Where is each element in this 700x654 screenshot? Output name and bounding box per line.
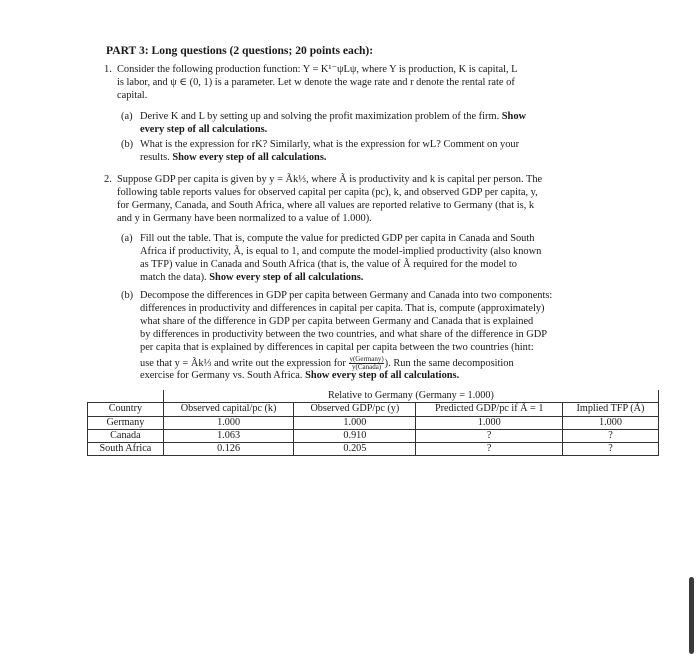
cell-tfp: ? — [562, 429, 658, 442]
cell-predicted: 1.000 — [416, 416, 563, 429]
q2-line-1: Suppose GDP per capita is given by y = Ãk⅓, where Ã is productivity and k is capital per person. The — [117, 174, 543, 185]
q1b-line-2: results. Show every step of all calculations. — [140, 152, 327, 163]
ratio-fraction: y(Germany) y(Canada) — [349, 355, 384, 371]
q2b-line-5: per capita that is explained by differences in capital per capita between the two countries (hint: — [140, 342, 534, 353]
q2a-line-4: match the data). Show every step of all calculations. — [140, 272, 364, 283]
q1-number: 1. — [104, 64, 112, 75]
q2b-line-3: what share of the difference in GDP per capita between Germany and Canada that is explained — [140, 316, 534, 327]
q2b-line-6: use that y = Ãk⅓ and write out the expression for y(Germany) y(Canada) ). Run the same decomposition — [140, 355, 514, 371]
scrollbar-thumb[interactable] — [689, 577, 694, 654]
col-header-country: Country — [88, 403, 164, 416]
q2-line-2: following table reports values for observed capital per capita (pc), k, and observed GDP per capita, y, — [117, 187, 538, 198]
col-header-capital: Observed capital/pc (k) — [163, 403, 294, 416]
q2b-line-1: Decompose the differences in GDP per capita between Germany and Canada into two components: — [140, 290, 553, 301]
cell-predicted: ? — [416, 443, 563, 456]
table-row — [88, 416, 659, 429]
q1a-line-2: every step of all calculations. — [140, 124, 268, 135]
q1a-label: (a) — [121, 111, 133, 122]
q2-line-3: for Germany, Canada, and South Africa, where all values are reported relative to Germany (that is, k — [117, 200, 535, 211]
cell-capital: 1.000 — [163, 416, 294, 429]
table-row — [88, 429, 659, 442]
q2-number: 2. — [104, 174, 112, 185]
cell-country: Germany — [88, 416, 164, 429]
q2b-line-4: by differences in productivity between the two countries, and what share of the difference in GDP — [140, 329, 548, 340]
cell-capital: 1.063 — [163, 429, 294, 442]
col-header-tfp: Implied TFP (Ã) — [562, 403, 658, 416]
q2-line-4: and y in Germany have been normalized to a value of 1.000). — [117, 213, 372, 224]
q2a-label: (a) — [121, 233, 133, 244]
q1-line-3: capital. — [117, 90, 148, 101]
table-group-header-row — [88, 390, 659, 403]
q2b-label: (b) — [121, 290, 134, 301]
cell-tfp: ? — [562, 443, 658, 456]
part-heading: PART 3: Long questions (2 questions; 20 points each): — [106, 44, 374, 57]
q2b-line-7: exercise for Germany vs. South Africa. Show every step of all calculations. — [140, 370, 460, 381]
q1b-label: (b) — [121, 139, 134, 150]
cell-country: South Africa — [88, 443, 164, 456]
table-header-row — [88, 403, 659, 416]
cell-capital: 0.126 — [163, 443, 294, 456]
table-row — [88, 443, 659, 456]
col-header-predicted: Predicted GDP/pc if Ã = 1 — [416, 403, 563, 416]
col-header-gdp: Observed GDP/pc (y) — [294, 403, 416, 416]
q1-line-2: is labor, and ψ ∈ (0, 1) is a parameter. Let w denote the wage rate and r denote the rental rate of — [117, 77, 515, 88]
cell-gdp: 0.205 — [294, 443, 416, 456]
q2b-line-2: differences in productivity and differences in capital per capita. That is, compute (approximately) — [140, 303, 545, 314]
q1b-line-1: What is the expression for rK? Similarly, what is the expression for wL? Comment on your — [140, 139, 520, 150]
table-group-header: Relative to Germany (Germany = 1.000) — [163, 390, 658, 403]
q1-line-1: Consider the following production function: Y = K¹⁻ψLψ, where Y is production, K is capital, L — [117, 64, 518, 75]
cell-predicted: ? — [416, 429, 563, 442]
q2a-line-1: Fill out the table. That is, compute the value for predicted GDP per capita in Canada and South — [140, 233, 535, 244]
table-blank-corner — [88, 390, 164, 403]
q1a-line-1: Derive K and L by setting up and solving the profit maximization problem of the firm. Show — [140, 111, 527, 122]
cell-gdp: 0.910 — [294, 429, 416, 442]
cell-tfp: 1.000 — [562, 416, 658, 429]
cell-gdp: 1.000 — [294, 416, 416, 429]
q2a-line-3: as TFP) value in Canada and South Africa (that is, the value of Ã required for the model to — [140, 259, 517, 270]
data-table — [87, 390, 659, 456]
cell-country: Canada — [88, 429, 164, 442]
q2a-line-2: Africa if productivity, Ã, is equal to 1, and compute the model-implied productivity (also known — [140, 246, 542, 257]
